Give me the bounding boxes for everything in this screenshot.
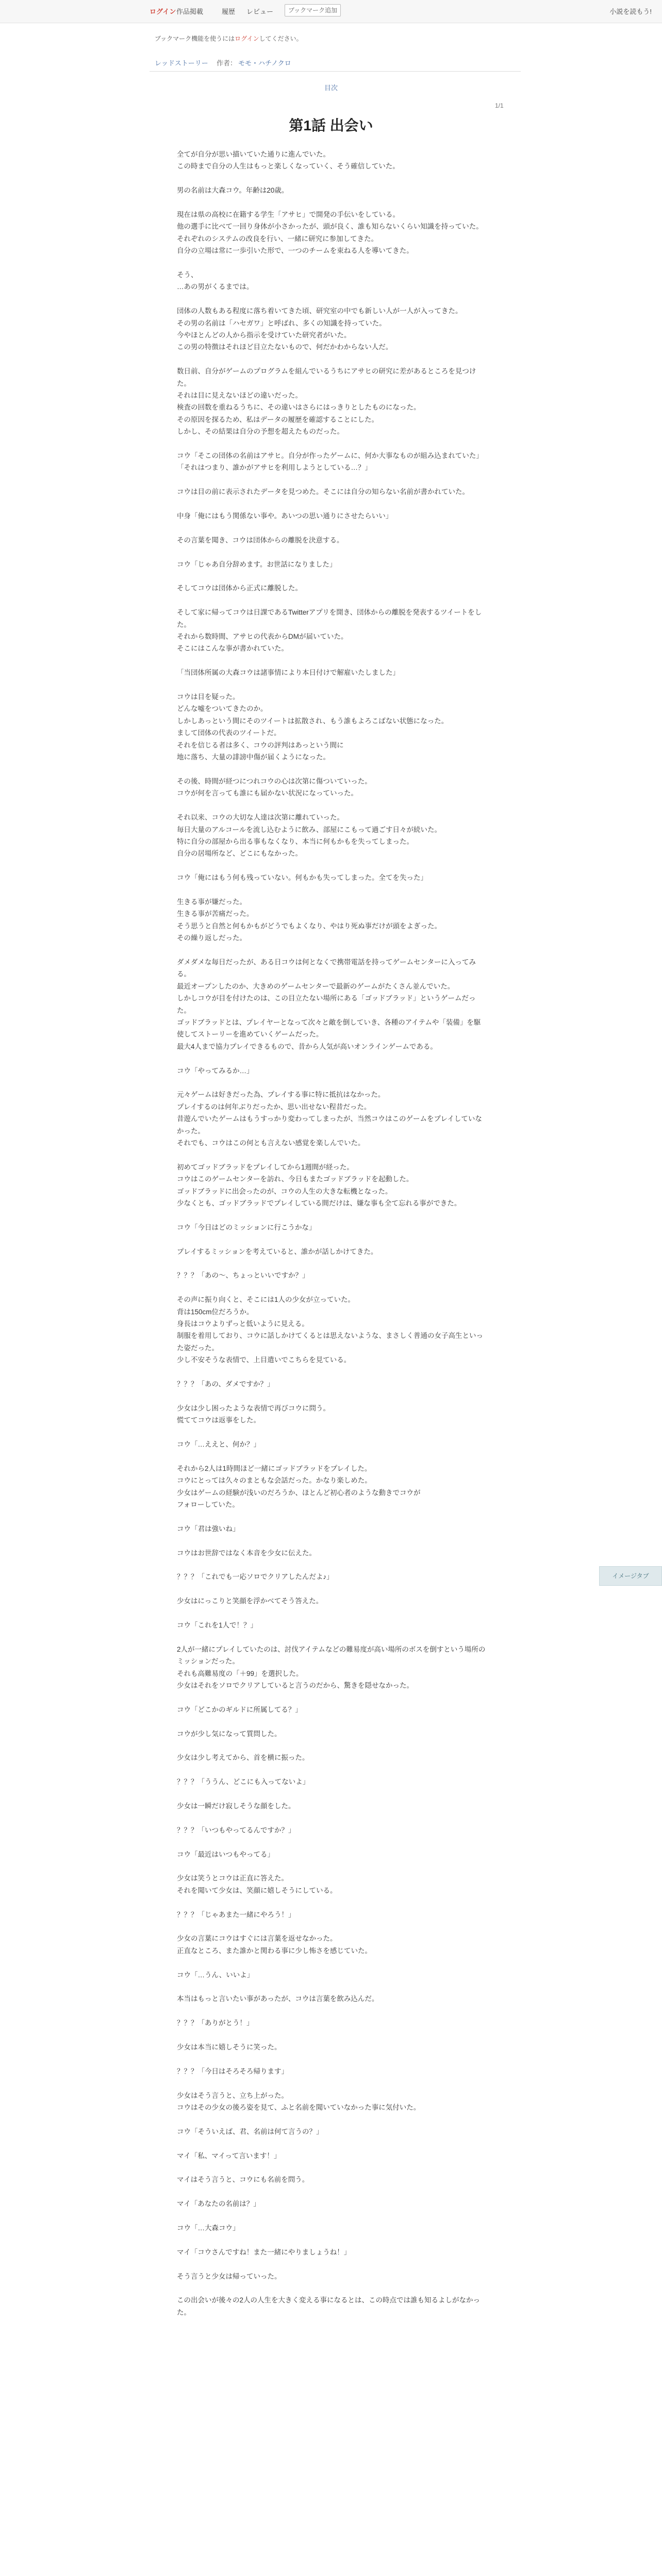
body-paragraph: コウ「最近はいつもやってる」: [177, 1850, 274, 1858]
body-paragraph: それ以来、コウの大切な人達は次第に離れていった。 毎日大量のアルコールを流し込むように飲み、部屋にこもって過ごす日々が続いた。 特に自分の部屋から出る事もなくなり、本当に何もかもを失ってしまった。 自分の居場所など、どこにもなかった。: [177, 814, 441, 858]
body-paragraph: 団体の人数もある程度に落ち着いてきた頃、研究室の中でも新しい人が一人が入ってきた。 その男の名前は「ハセガワ」と呼ばれ、多くの知識を持っていた。 今やほとんどの人から指示を受けていた研究者がいた。 この男の特徴はそれほど目立たないもので、何だかわからない人だ。: [177, 307, 462, 351]
body-paragraph: 元々ゲームは好きだった為、プレイする事に特に抵抗はなかった。 プレイするのは何年ぶりだったか、思い出せない程昔だった。 昔遊んでいたゲームはもうすっかり変わってしまったが、当然コウはこのゲームをプレイしていなかった。 それでも、コウはこの何とも言えない感覚を楽しんでいた。: [177, 1091, 482, 1147]
body-paragraph: ？？？「ありがとう！」: [177, 2019, 254, 2027]
body-paragraph: 「当団体所属の大森コウは諸事情により本日付けで解雇いたしました」: [177, 669, 400, 677]
body-paragraph: コウはお世辞ではなく本音を少女に伝えた。: [177, 1549, 316, 1557]
body-paragraph: 少女はそう言うと、立ち上がった。 コウはその少女の後ろ姿を見て、ふと名前を聞いていなかった事に気付いた。: [177, 2091, 421, 2111]
toc-link[interactable]: 目次: [324, 84, 338, 92]
body-paragraph: コウ「どこかのギルドに所属してる？」: [177, 1705, 302, 1714]
body-paragraph: 全てが自分が思い描いていた通りに進んでいた。 この時まで自分の人生はもっと楽しくなっていく、そう確信していた。: [177, 150, 400, 171]
body-paragraph: コウ「やってみるか…」: [177, 1066, 254, 1075]
body-paragraph: ？？？「あの〜、ちょっといいですか？」: [177, 1272, 309, 1280]
body-paragraph: その後、時間が経つにつれコウの心は次第に傷ついていった。 コウが何を言っても誰にも届かない状況になっていった。: [177, 777, 372, 798]
login-link[interactable]: ログイン: [150, 8, 176, 15]
notice-login-link[interactable]: ログイン: [235, 35, 259, 42]
body-paragraph: ？？？「じゃあまた一緒にやろう！」: [177, 1910, 295, 1919]
body-paragraph: ？？？「ううん、どこにも入ってないよ」: [177, 1778, 310, 1786]
body-paragraph: 少女は少し困ったような表情で再びコウに問う。 慌ててコウは返事をした。: [177, 1404, 330, 1425]
body-paragraph: ？？？「あの、ダメですか？」: [177, 1380, 274, 1388]
body-paragraph: 少女は笑うとコウは正直に答えた。 それを聞いて少女は、笑顔に嬉しそうにしている。: [177, 1874, 337, 1894]
body-paragraph: 生きる事が嫌だった。 生きる事が苦痛だった。 そう思うと自然と何もかもがどうでもよくなり、やはり死ぬ事だけが頭をよぎった。 その繰り返しだった。: [177, 897, 441, 942]
body-paragraph: 初めてゴッドブラッドをプレイしてから1週間が経った。 コウはこのゲームセンターを訪れ、今日もまたゴッドブラッドを起動した。 ゴッドブラッドに出会ったのが、コウの人生の大きな転機となった。 少なくとも、ゴッドブラッドでプレイしている間だけは、嫌な事も全て忘れる事ができた。: [177, 1163, 461, 1207]
site-logo[interactable]: 小説を読もう!: [609, 8, 652, 15]
body-paragraph: 本当はもっと言いたい事があったが、コウは言葉を飲み込んだ。: [177, 1995, 379, 2003]
notice-text-end: してください。: [259, 35, 303, 42]
body-paragraph: マイ「私、マイって言います！」: [177, 2151, 281, 2160]
body-paragraph: 2人が一緒にプレイしていたのは、討伐アイテムなどの難易度が高い場所のボスを倒すという場所のミッションだった。 それも高難易度の「＋99」を選択した。 少女はそれをソロでクリアしていると言うのだから、驚きを隠せなかった。: [177, 1645, 486, 1690]
side-tab[interactable]: イメージタブ: [599, 1566, 662, 1586]
body-paragraph: コウ「そこの団体の名前はアサヒ。自分が作ったゲームに、何か大事なものが組み込まれていた」 「それはつまり、誰かがアサヒを利用しようとしている…？」: [177, 452, 483, 472]
author-link[interactable]: モモ・ハチノクロ: [238, 59, 291, 67]
body-paragraph: 中身「俺にはもう関係ない事や。あいつの思い通りにさせたらいい」: [177, 512, 393, 520]
author-label: 作者：: [217, 59, 237, 67]
body-paragraph: そう言うと少女は帰っていった。: [177, 2272, 282, 2280]
body-paragraph: コウ「…うん、いいよ」: [177, 1971, 254, 1979]
body-paragraph: ダメダメな毎日だったが、ある日コウは何となくで携帯電話を持ってゲームセンターに入ってみる。 最近オープンしたのか、大きめのゲームセンターで最新のゲームがたくさん並んでいた。 しかしコウが目を付けたのは、この目立たない場所にある「ゴッドブラッド」というゲームだった。 ゴッドブラッドとは、プレイヤーとなって次々と敵を倒していき、各種のアイテムや「装備」を駆使してストーリーを進めていくゲームだった。 最大4人まで協力プレイできるもので、昔から人気が高いオンラインゲームである。: [177, 958, 481, 1050]
body-paragraph: コウ「今日はどのミッションに行こうかな」: [177, 1223, 316, 1231]
body-paragraph: コウ「…大森コウ」: [177, 2224, 240, 2232]
body-paragraph: 少女は一瞬だけ寂しそうな顔をした。: [177, 1802, 295, 1810]
nav-history[interactable]: 履歴: [222, 8, 236, 15]
login-notice: [155, 34, 303, 43]
body-paragraph: コウ「俺にはもう何も残っていない。何もかも失ってしまった。全てを失った」: [177, 874, 427, 882]
body-paragraph: 少女の言葉にコウはすぐには言葉を返せなかった。 正直なところ、また誰かと関わる事に少し怖さを感じていた。: [177, 1935, 372, 1955]
nav-review[interactable]: レビュー: [246, 8, 274, 15]
body-paragraph: 少女はにっこりと笑顔を浮かべてそう答えた。: [177, 1597, 323, 1605]
body-paragraph: 数日前、自分がゲームのプログラムを組んでいるうちにアサヒの研究に差があるところを見つけた。 それは目に見えないほどの違いだった。 検査の回数を重ねるうちに、その違いはさらにはっきりとしたものになった。 その原因を探るため、私はデータの履歴を確認することにした。 しかし、その結果は自分の予想を超えたものだった。: [177, 367, 476, 436]
episode-title: 第1話 出会い: [289, 117, 373, 133]
bookmark-add-button[interactable]: ブックマーク追加: [285, 4, 341, 16]
notice-text: ブックマーク機能を使うには: [155, 35, 235, 42]
body-paragraph: コウ「そういえば、君、名前は何て言うの？」: [177, 2127, 323, 2136]
divider: [150, 71, 521, 72]
body-paragraph: マイ「あなたの名前は？」: [177, 2200, 260, 2208]
body-paragraph: 男の名前は大森コウ。年齢は20歳。: [177, 187, 289, 195]
body-paragraph: コウ「これを1人で！？」: [177, 1621, 258, 1630]
body-paragraph: ？？？「いつもやってるんですか？」: [177, 1826, 295, 1834]
body-paragraph: マイ「コウさんですね！また一緒にやりましょうね！」: [177, 2248, 351, 2256]
top-bar: [0, 0, 662, 23]
body-paragraph: コウが少し気になって質問した。: [177, 1730, 282, 1738]
nav-post[interactable]: 作品掲載: [176, 8, 204, 15]
body-paragraph: ？？？「今日はそろそろ帰ります」: [177, 2067, 288, 2075]
body-paragraph: コウ「じゃあ自分辞めます。お世話になりました」: [177, 560, 337, 568]
body-paragraph: マイはそう言うと、コウにも名前を問う。: [177, 2176, 309, 2184]
body-paragraph: そして家に帰ってコウは日課であるTwitterアプリを開き、団体からの離脱を発表するツイートをした。 それから数時間、アサヒの代表からDMが届いていた。 そこにはこんな事が書かれていた。: [177, 608, 482, 653]
page-count: 1/1: [495, 102, 504, 109]
body-paragraph: それから2人は1時間ほど一緒にゴッドブラッドをプレイした。 コウにとっては久々のまともな会話だった。かなり楽しめた。 少女はゲームの経験が浅いのだろうか、ほとんど初心者のような動きでコウが フォローしていた。: [177, 1464, 421, 1509]
body-paragraph: 現在は県の高校に在籍する学生「アサヒ」で開発の手伝いをしている。 他の選手に比べて一回り身体が小さかったが、頭が良く、誰も知らないくらい知識を持っていた。 それぞれのシステムの改良を行い、一緒に研究に参加してきた。 自分の立場は常に一歩引いた形で、一つのチームを束ねる人を導いてきた。: [177, 211, 483, 255]
body-paragraph: 少女は少し考えてから、首を横に振った。: [177, 1754, 309, 1762]
body-paragraph: コウ「君は強いね」: [177, 1524, 240, 1533]
novel-body: [177, 148, 486, 2331]
body-paragraph: ？？？「これでも一応ソロでクリアしたんだよ♪」: [177, 1573, 334, 1581]
body-paragraph: そしてコウは団体から正式に離脱した。: [177, 584, 302, 592]
series-link[interactable]: レッドストーリー: [155, 59, 208, 67]
body-paragraph: コウは目の前に表示されたデータを見つめた。そこには自分の知らない名前が書かれていた。: [177, 488, 469, 496]
body-paragraph: この出会いが後々の2人の人生を大きく変える事になるとは、この時点では誰も知るよしがなかった。: [177, 2296, 481, 2316]
body-paragraph: その声に振り向くと、そこには1人の少女が立っていた。 背は150cm位だろうか。 身長はコウよりずっと低いように見える。 制服を着用しており、コウに話しかけてくるとは思えないような、まさしく普通の女子高生といった姿だった。 少し不安そうな表情で、上目遣いでこちらを見ている。: [177, 1296, 483, 1364]
body-paragraph: コウは目を疑った。 どんな嘘をついてきたのか。 しかしあっという間にそのツイートは拡散され、もう誰もよろこばない状態になった。 まして団体の代表のツイートだ。 それを信じる者は多く、コウの評判はあっという間に 地に落ち、大量の誹謗中傷が届くようになった。: [177, 693, 449, 761]
body-paragraph: プレイするミッションを考えていると、誰かが話しかけてきた。: [177, 1247, 378, 1256]
body-paragraph: コウ「…ええと、何か？」: [177, 1440, 260, 1449]
body-paragraph: そう、 …あの男がくるまでは。: [177, 271, 254, 291]
body-paragraph: 少女は本当に嬉しそうに笑った。: [177, 2043, 282, 2051]
body-paragraph: その言葉を聞き、コウは団体からの離脱を決意する。: [177, 536, 344, 544]
